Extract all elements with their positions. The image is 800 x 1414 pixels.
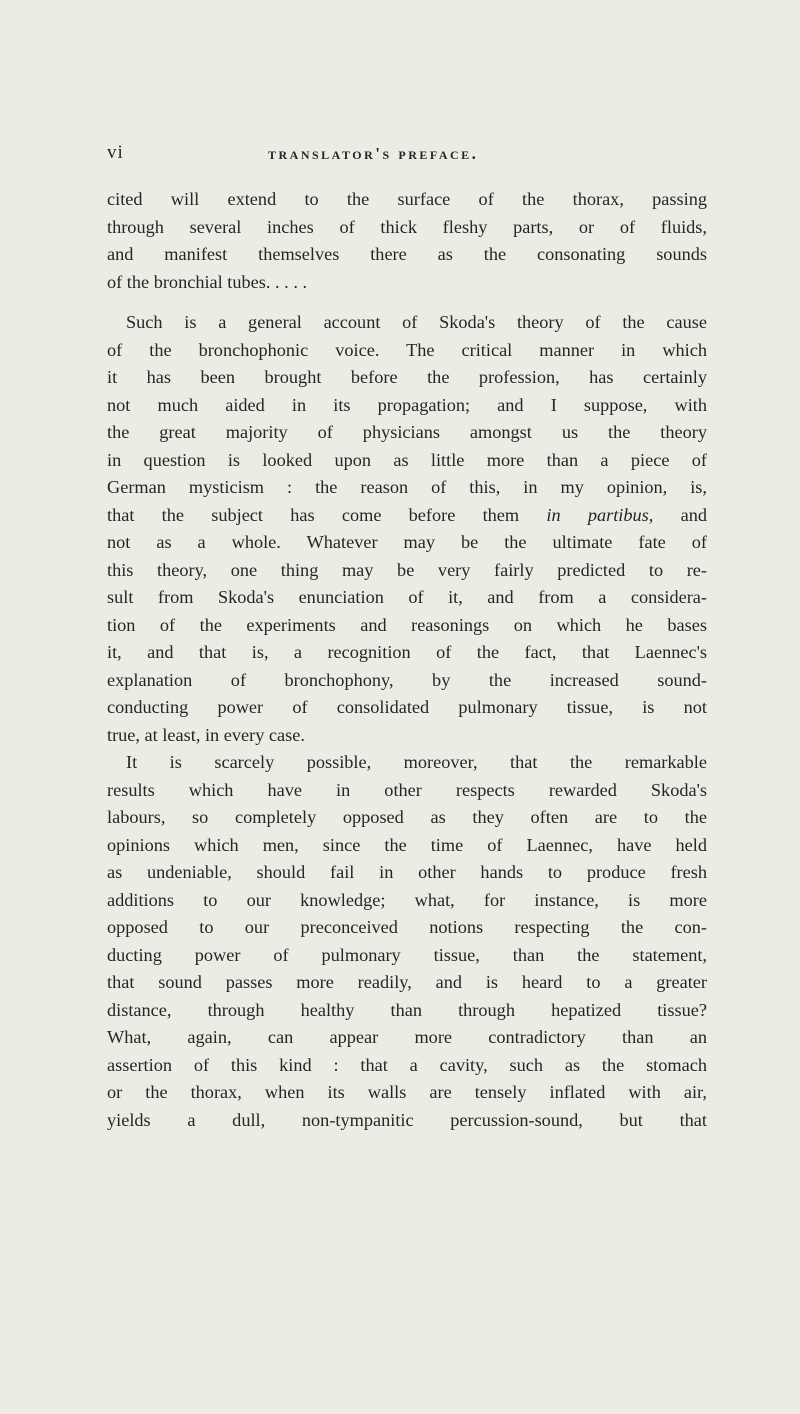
text-line: or the thorax, when its walls are tensely inflated with air, <box>107 1082 707 1102</box>
text-line: opposed to our preconceived notions respecting the con- <box>107 917 707 937</box>
text-line: What, again, can appear more contradictory than an <box>107 1027 707 1047</box>
text-line: additions to our knowledge; what, for instance, is more <box>107 889 707 910</box>
text-line: it, and that is, a recognition of the fact, that Laennec's <box>107 642 707 662</box>
text-line: distance, through healthy than through hepatized tissue? <box>107 999 707 1020</box>
text-line: explanation of bronchophony, by the increased sound- <box>107 669 707 690</box>
paragraph-1 <box>107 186 707 296</box>
text-segment: , and <box>648 504 707 525</box>
text-line: tion of the experiments and reasonings on which he bases <box>107 614 707 635</box>
page-header <box>107 142 587 172</box>
page-number: vi <box>107 142 124 163</box>
text-line: through several inches of thick fleshy parts, or of fluids, <box>107 216 707 237</box>
text-line: it has been brought before the profession, has certainly <box>107 367 707 387</box>
text-line: in question is looked upon as little more than a piece of <box>107 449 707 470</box>
italic-phrase: in partibus <box>546 504 649 525</box>
running-head: translator's preface. <box>268 144 479 163</box>
text-line: German mysticism : the reason of this, in my opinion, is, <box>107 477 707 497</box>
text-line: true, at least, in every case. <box>107 724 305 745</box>
text-line: It is scarcely possible, moreover, that the remarkable <box>126 752 707 772</box>
text-line: results which have in other respects rewarded Skoda's <box>107 779 707 800</box>
body-text <box>107 186 707 1134</box>
text-line-with-italic <box>107 502 707 530</box>
text-line: not much aided in its propagation; and I suppose, with <box>107 394 707 415</box>
text-line: that sound passes more readily, and is heard to a greater <box>107 972 707 992</box>
paragraph-3 <box>107 749 707 1134</box>
text-line: sult from Skoda's enunciation of it, and from a considera- <box>107 587 707 607</box>
text-line: the great majority of physicians amongst us the theory <box>107 422 707 442</box>
text-line: yields a dull, non-tympanitic percussion-sound, but that <box>107 1109 707 1130</box>
text-line: as undeniable, should fail in other hands to produce fresh <box>107 862 707 882</box>
text-line: ducting power of pulmonary tissue, than the statement, <box>107 944 707 965</box>
text-line: not as a whole. Whatever may be the ultimate fate of <box>107 532 707 552</box>
text-line: opinions which men, since the time of Laennec, have held <box>107 834 707 855</box>
text-segment: that the subject has come before them <box>107 504 547 525</box>
text-line: cited will extend to the surface of the thorax, passing <box>107 189 707 209</box>
text-line: this theory, one thing may be very fairly predicted to re- <box>107 559 707 580</box>
text-line: assertion of this kind : that a cavity, such as the stomach <box>107 1054 707 1075</box>
text-line: of the bronchophonic voice. The critical manner in which <box>107 339 707 360</box>
paragraph-2 <box>107 309 707 749</box>
text-line: conducting power of consolidated pulmonary tissue, is not <box>107 697 707 717</box>
text-line: of the bronchial tubes. . . . . <box>107 271 308 292</box>
text-line: and manifest themselves there as the consonating sounds <box>107 244 707 264</box>
text-line: labours, so completely opposed as they often are to the <box>107 807 707 827</box>
text-line: Such is a general account of Skoda's theory of the cause <box>126 312 707 332</box>
